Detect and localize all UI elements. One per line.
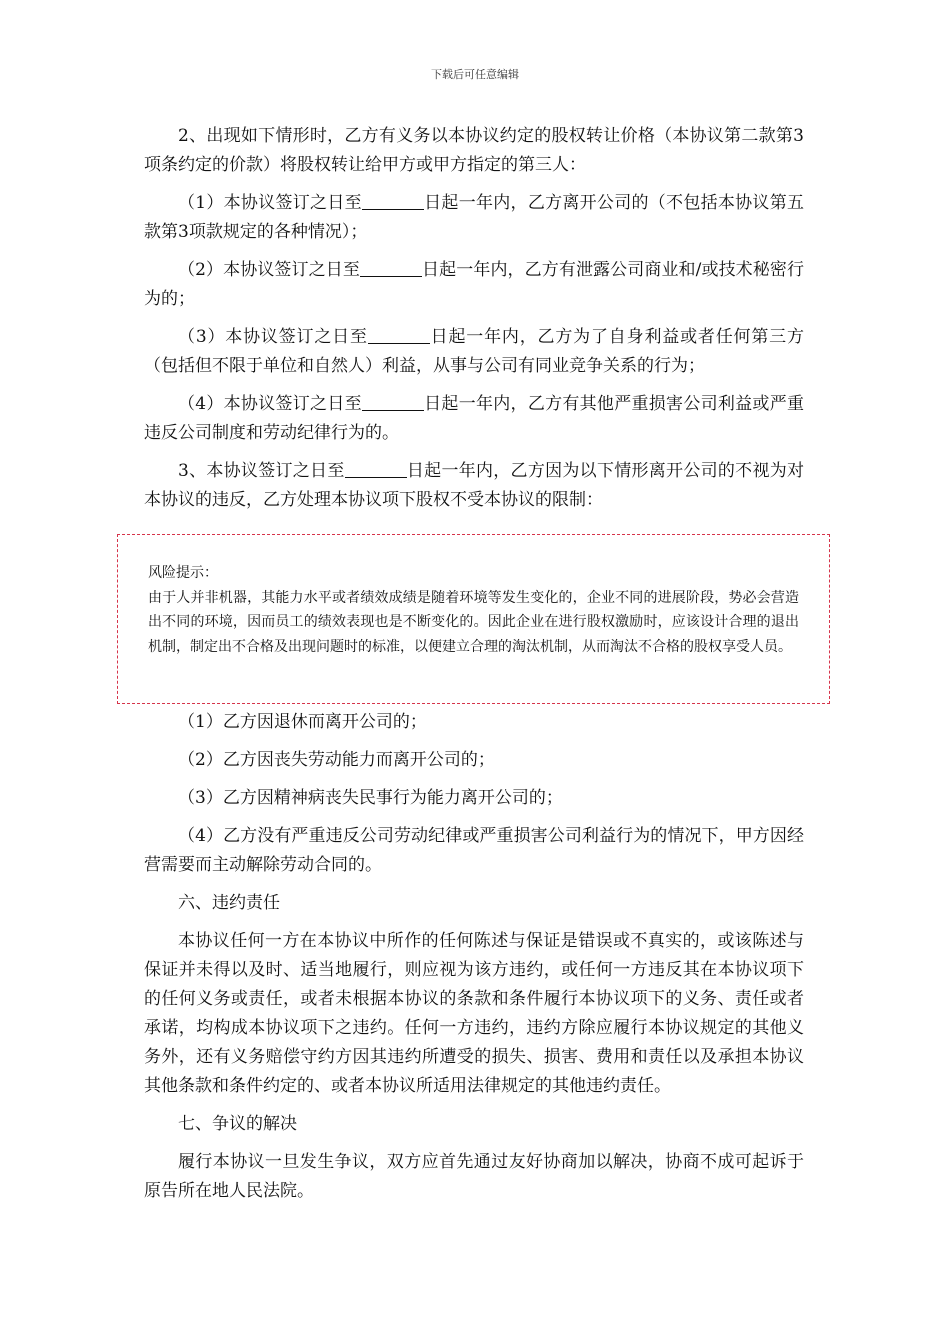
clause-3-2-paragraph: （2）乙方因丧失劳动能力而离开公司的； xyxy=(178,750,495,770)
section-6-paragraph: 本协议任何一方在本协议中所作的任何陈述与保证是错误或不真实的，或该陈述与保证并未得以及时、适当地履行，则应视为该方违约，或任何一方违反其在本协议项下的任何义务或责任，或者未根据本协议的条款和条件履行本协议项下的义务、责任或者承诺，均构成本协议项下之违约。任何一方违约，违约方除应履行本协议规定的其他义务外，还有义务赔偿守约方因其违约所遭受的损失、损害、费用和责任以及承担本协议其他条款和条件约定的、或者本协议所适用法律规定的其他违约责任。 xyxy=(144,931,804,1096)
clause-text: 日起一年内，乙方离开公司的（不包括本协议第五款第3项款规定的各种情况）； xyxy=(144,193,804,242)
lower-clauses xyxy=(144,708,804,1215)
page-header: 下载后可任意编辑 xyxy=(431,68,519,81)
clause-3-paragraph xyxy=(144,457,804,515)
date-blank xyxy=(362,191,424,210)
clause-text: 日起一年内，乙方因为以下情形离开公司的不视为对本协议的违反，乙方处理本协议项下股权不受本协议的限制： xyxy=(144,461,805,510)
clause-3-4-paragraph: （4）乙方没有严重违反公司劳动纪律或严重损害公司利益行为的情况下，甲方因经营需要而主动解除劳动合同的。 xyxy=(144,826,804,875)
date-blank xyxy=(362,392,424,411)
section-7-heading: 七、争议的解决 xyxy=(178,1114,297,1134)
date-blank xyxy=(345,459,407,478)
clause-2-3-paragraph xyxy=(144,323,804,381)
clause-3-1-paragraph: （1）乙方因退休而离开公司的； xyxy=(178,712,427,732)
clause-text: 日起一年内，乙方有泄露公司商业和/或技术秘密行为的； xyxy=(144,260,804,309)
risk-tip-box xyxy=(117,534,830,704)
section-7-paragraph: 履行本协议一旦发生争议，双方应首先通过友好协商加以解决，协商不成可起诉于原告所在地人民法院。 xyxy=(144,1152,804,1201)
clause-text: 日起一年内，乙方有其他严重损害公司利益或严重违反公司制度和劳动纪律行为的。 xyxy=(144,394,804,443)
clause-text: （4）本协议签订之日至 xyxy=(178,394,362,414)
risk-tip-text: 由于人并非机器，其能力水平或者绩效成绩是随着环境等发生变化的，企业不同的进展阶段，势必会营造出不同的环境，因而员工的绩效表现也是不断变化的。因此企业在进行股权激励时，应该设计合理的退出机制，制定出不合格及出现问题时的标准，以便建立合理的淘汰机制，从而淘汰不合格的股权享受人员。 xyxy=(148,589,799,655)
clause-2-2-paragraph xyxy=(144,256,804,314)
clause-text: 2、出现如下情形时，乙方有义务以本协议约定的股权转让价格（本协议第二款第3项条约定的价款）将股权转让给甲方或甲方指定的第三人： xyxy=(144,126,804,175)
clause-text: 3、本协议签订之日至 xyxy=(178,461,345,481)
clause-2-paragraph xyxy=(144,122,804,180)
clause-2-1-paragraph xyxy=(144,189,804,247)
clause-3-3-paragraph: （3）乙方因精神病丧失民事行为能力离开公司的； xyxy=(178,788,563,808)
date-blank xyxy=(360,258,422,277)
clause-text: （2）本协议签订之日至 xyxy=(178,260,360,280)
clause-2-4-paragraph xyxy=(144,390,804,448)
upper-clauses xyxy=(144,122,804,524)
date-blank xyxy=(368,325,430,344)
clause-text: （3）本协议签订之日至 xyxy=(178,327,368,347)
section-6-heading: 六、违约责任 xyxy=(178,893,280,913)
clause-text: 日起一年内，乙方为了自身利益或者任何第三方（包括但不限于单位和自然人）利益，从事与公司有同业竞争关系的行为； xyxy=(144,327,804,376)
risk-tip-title: 风险提示： xyxy=(148,565,218,581)
clause-text: （1）本协议签订之日至 xyxy=(178,193,362,213)
